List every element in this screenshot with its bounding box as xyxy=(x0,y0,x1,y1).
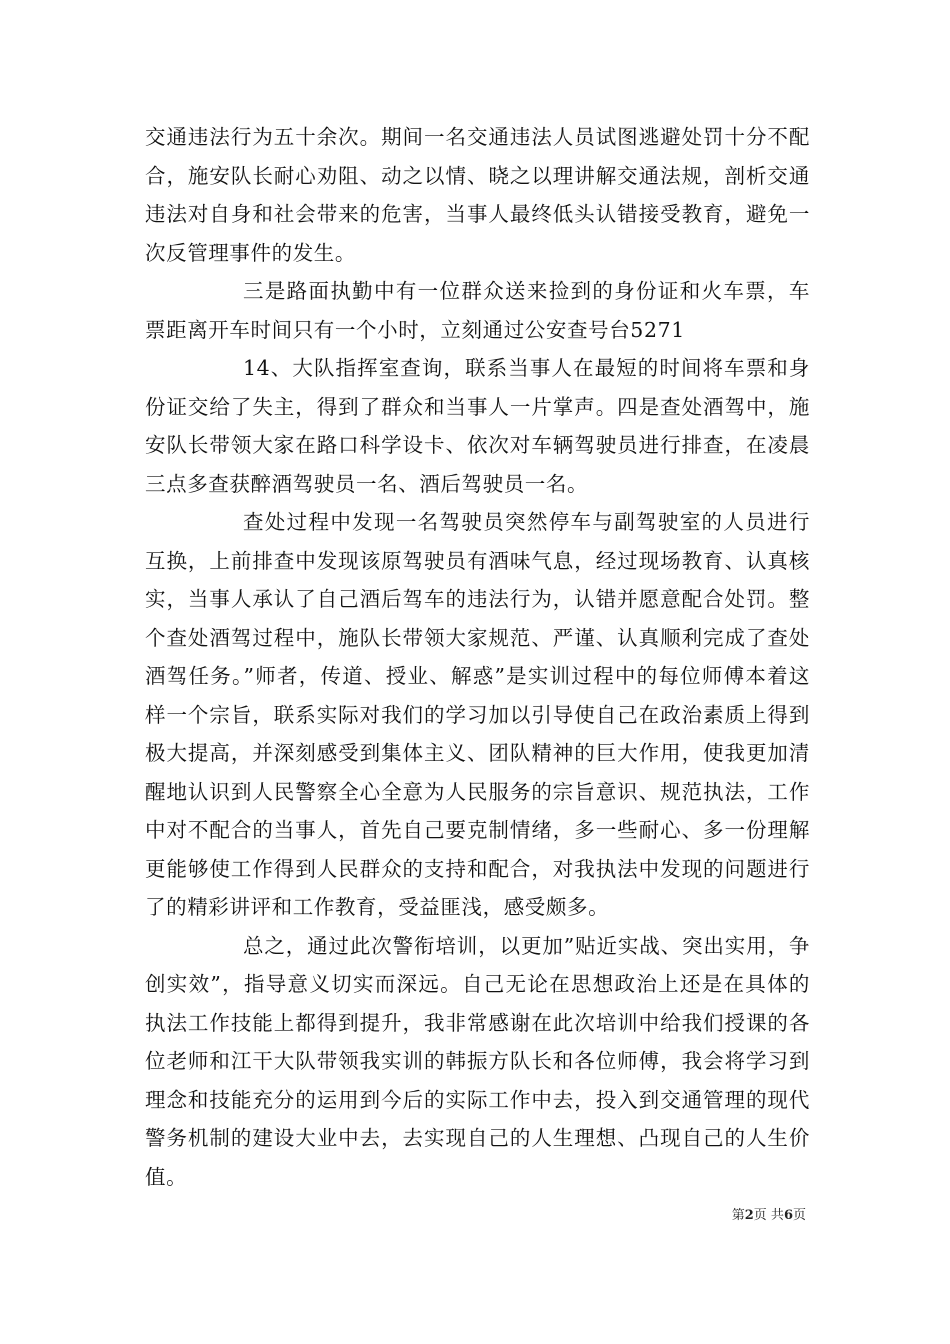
footer-page-number: 2 xyxy=(744,1208,754,1223)
footer-suffix: 页 xyxy=(792,1208,806,1223)
footer-prefix: 第 xyxy=(731,1208,745,1223)
footer-middle: 页 共 xyxy=(753,1208,784,1223)
paragraph-5: 总之，通过此次警衔培训，以更加”贴近实战、突出实用，争创实效”，指导意义切实而深远。自己无论在思想政治上还是在具体的执法工作技能上都得到提升，我非常感谢在此次培训中给我们授课的各位老师和江干大队带领我实训的韩振方队长和各位师傅，我会将学习到理念和技能充分的运用到今后的实际工作中去，投入到交通管理的现代警务机制的建设大业中去，去实现自己的人生理想、凸现自己的人生价值。 xyxy=(145,933,810,1189)
footer-total-pages: 6 xyxy=(783,1208,793,1223)
paragraph-3: 14、大队指挥室查询，联系当事人在最短的时间将车票和身份证交给了失主，得到了群众和当事人一片掌声。四是查处酒驾中，施安队长带领大家在路口科学设卡、依次对车辆驾驶员进行排查，在凌晨三点多查获醉酒驾驶员一名、酒后驾驶员一名。 xyxy=(145,356,810,496)
page-footer xyxy=(732,1208,806,1224)
document-body xyxy=(145,118,810,1196)
paragraph-2: 三是路面执勤中有一位群众送来捡到的身份证和火车票，车票距离开车时间只有一个小时，立刻通过公安查号台5271 xyxy=(145,279,810,342)
paragraph-4: 查处过程中发现一名驾驶员突然停车与副驾驶室的人员进行互换，上前排查中发现该原驾驶员有酒味气息，经过现场教育、认真核实，当事人承认了自己酒后驾车的违法行为，认错并愿意配合处罚。整个查处酒驾过程中，施队长带领大家规范、严谨、认真顺利完成了查处酒驾任务。”师者，传道、授业、解惑”是实训过程中的每位师傅本着这样一个宗旨，联系实际对我们的学习加以引导使自己在政治素质上得到极大提高，并深刻感受到集体主义、团队精神的巨大作用，使我更加清醒地认识到人民警察全心全意为人民服务的宗旨意识、规范执法，工作中对不配合的当事人，首先自己要克制情绪，多一些耐心、多一份理解更能够使工作得到人民群众的支持和配合，对我执法中发现的问题进行了的精彩讲评和工作教育，受益匪浅，感受颇多。 xyxy=(145,510,810,919)
paragraph-1: 交通违法行为五十余次。期间一名交通违法人员试图逃避处罚十分不配合，施安队长耐心劝阻、动之以情、晓之以理讲解交通法规，剖析交通违法对自身和社会带来的危害，当事人最终低头认错接受教育，避免一次反管理事件的发生。 xyxy=(145,125,810,265)
